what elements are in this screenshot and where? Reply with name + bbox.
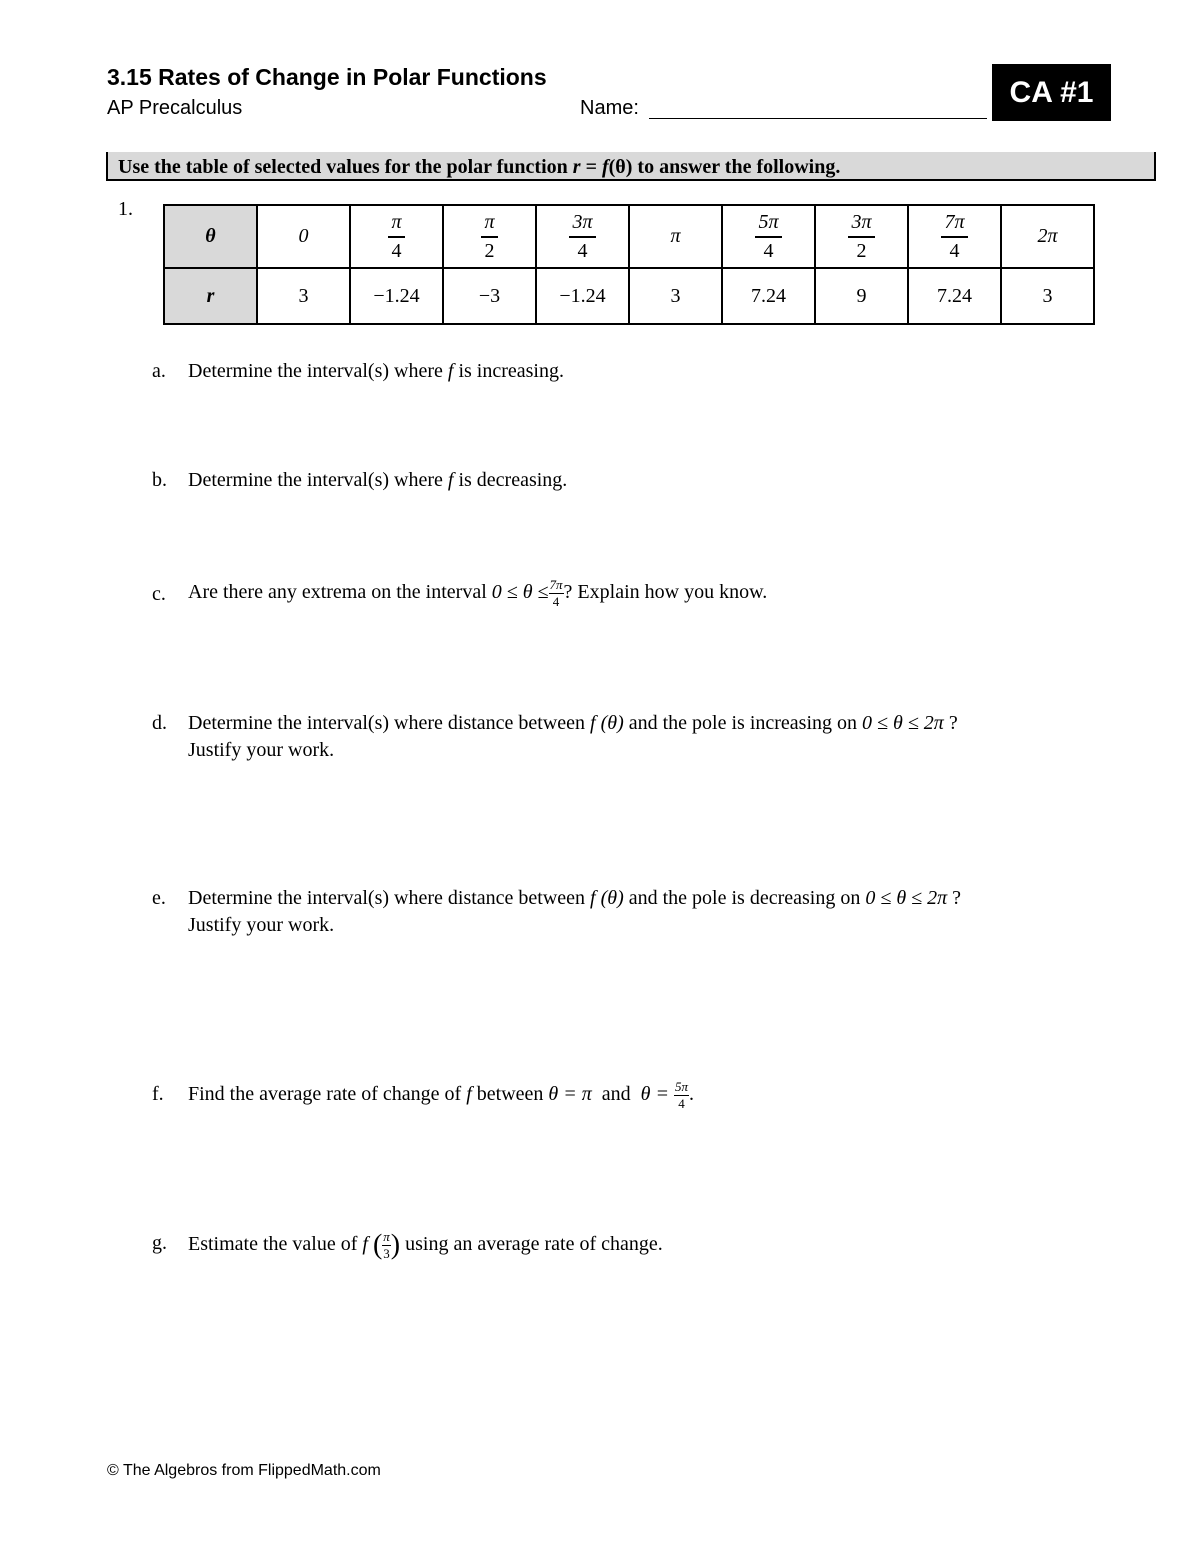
question-e-justify: Justify your work.	[188, 914, 335, 936]
worksheet-title: 3.15 Rates of Change in Polar Functions	[107, 64, 547, 90]
theta-cell: $\frac{7\pi}{4}$	[908, 205, 1001, 268]
question-d-justify: Justify your work.	[188, 739, 335, 761]
theta-cell: $\frac{\pi}{4}$	[350, 205, 443, 268]
question-g-letter: g.	[152, 1232, 167, 1254]
question-g-text: Estimate the value of f ( $\frac{\pi}{3}$ ) using an average rate of change.	[188, 1229, 663, 1262]
name-blank-line[interactable]	[649, 118, 987, 119]
copyright-footer: © The Algebros from FlippedMath.com	[107, 1462, 381, 1479]
theta-cell: $\frac{5\pi}{4}$	[722, 205, 815, 268]
theta-cell: 2π	[1001, 205, 1094, 268]
question-f-text: Find the average rate of change of f between θ = π and θ = $\frac{5\pi}{4}$ .	[188, 1079, 694, 1112]
theta-cell: $\frac{\pi}{2}$	[443, 205, 536, 268]
r-cell: −1.24	[536, 268, 629, 324]
instruction-var-r: r	[572, 156, 581, 178]
name-label: Name:	[580, 97, 639, 119]
polar-values-table	[163, 204, 1095, 325]
r-cell: 3	[629, 268, 722, 324]
theta-header-cell: θ	[164, 205, 257, 268]
question-number: 1.	[118, 198, 133, 220]
instruction-text	[118, 156, 840, 179]
question-d-text: Determine the interval(s) where distance between f (θ) and the pole is increasing on 0 ≤ θ ≤ 2π ?	[188, 712, 958, 734]
theta-cell: $\frac{3\pi}{4}$	[536, 205, 629, 268]
question-c-letter: c.	[152, 583, 166, 605]
r-cell: 3	[257, 268, 350, 324]
question-a-text: Determine the interval(s) where f is increasing.	[188, 360, 564, 382]
question-b-text: Determine the interval(s) where f is decreasing.	[188, 469, 568, 491]
assessment-badge: CA #1	[992, 64, 1111, 121]
r-header-cell: r	[164, 268, 257, 324]
question-d-letter: d.	[152, 712, 167, 734]
instruction-func: f	[601, 156, 609, 178]
instruction-suffix: to answer the following.	[632, 156, 841, 178]
instruction-arg: (θ)	[608, 156, 633, 178]
instruction-equals: =	[580, 156, 602, 178]
question-e-text: Determine the interval(s) where distance between f (θ) and the pole is decreasing on 0 ≤ θ ≤ 2π ?	[188, 887, 962, 909]
theta-row	[164, 205, 1094, 268]
question-e-letter: e.	[152, 887, 166, 909]
r-cell: 3	[1001, 268, 1094, 324]
question-f-letter: f.	[152, 1083, 164, 1105]
r-cell: 7.24	[722, 268, 815, 324]
r-cell: 9	[815, 268, 908, 324]
question-b-letter: b.	[152, 469, 167, 491]
r-cell: 7.24	[908, 268, 1001, 324]
theta-cell: π	[629, 205, 722, 268]
r-cell: −1.24	[350, 268, 443, 324]
question-a-letter: a.	[152, 360, 166, 382]
r-row	[164, 268, 1094, 324]
r-cell: −3	[443, 268, 536, 324]
question-c-text: Are there any extrema on the interval 0 ≤ θ ≤ $\frac{7\pi}{4}$ ? Explain how you know.	[188, 577, 768, 610]
theta-cell: $\frac{3\pi}{2}$	[815, 205, 908, 268]
course-name: AP Precalculus	[107, 97, 243, 119]
instruction-prefix: Use the table of selected values for the polar function	[118, 156, 573, 178]
theta-cell: 0	[257, 205, 350, 268]
